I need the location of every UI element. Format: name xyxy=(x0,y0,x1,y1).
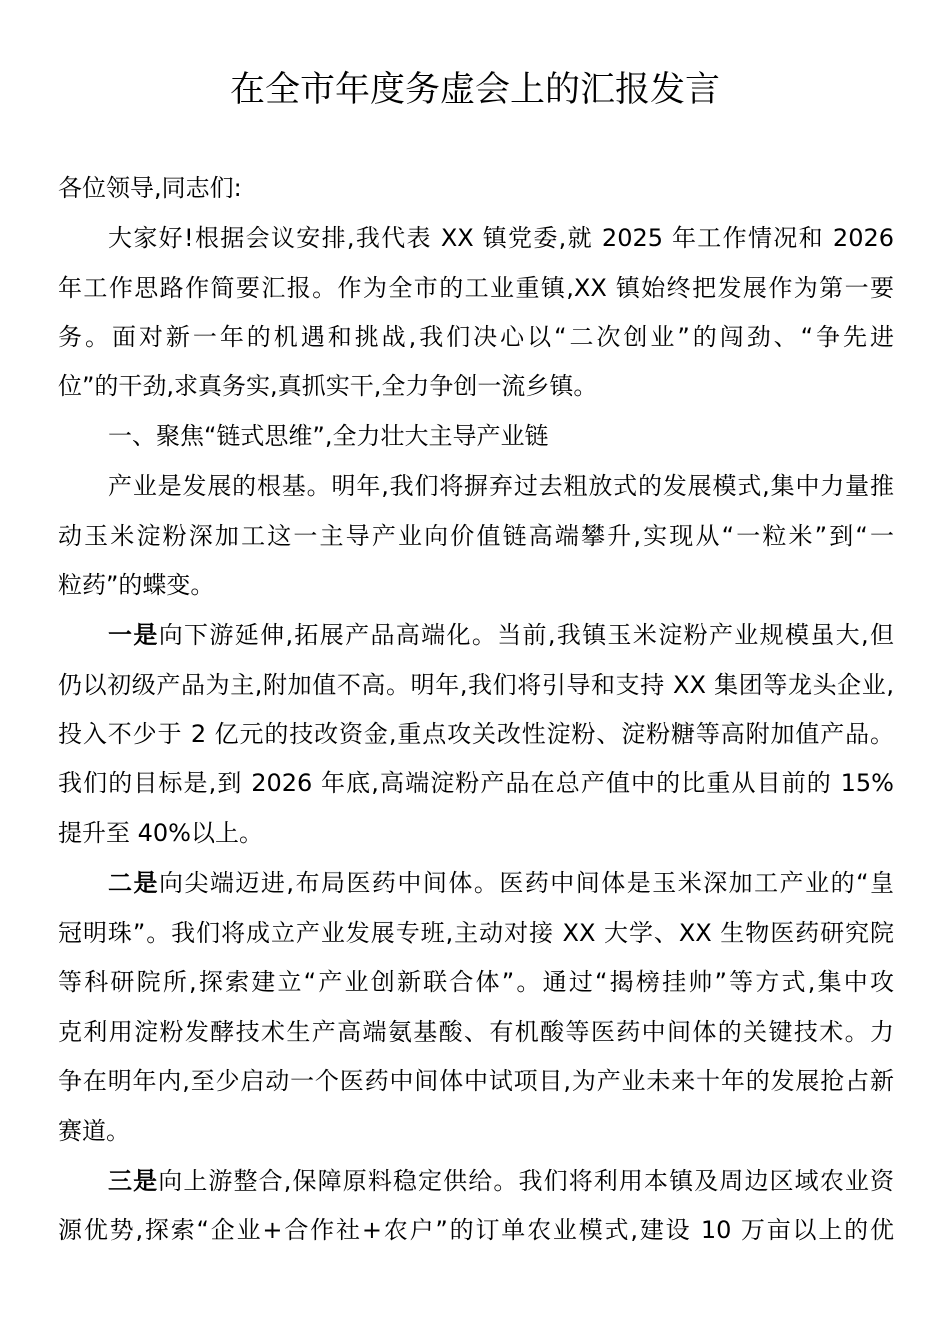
paragraph-line: 大家好!根据会议安排,我代表 XX 镇党委,就 2025 年工作情况和 2026 xyxy=(108,224,894,252)
document-title: 在全市年度务虚会上的汇报发言 xyxy=(229,70,720,110)
point-lead: 二是 xyxy=(108,869,159,897)
point-text: 向下游延伸,拓展产品高端化。当前,我镇玉米淀粉产业规模虽大,但 xyxy=(158,621,895,649)
paragraph-line: 务。面对新一年的机遇和挑战,我们决心以“二次创业”的闯劲、“争先进 xyxy=(58,323,894,351)
point-text: 向上游整合,保障原料稳定供给。我们将利用本镇及周边区域农业资 xyxy=(158,1167,894,1195)
salutation: 各位领导,同志们: xyxy=(58,174,242,202)
point-text: 向尖端迈进,布局医药中间体。医药中间体是玉米深加工产业的“皇 xyxy=(158,869,895,897)
paragraph-line: 动玉米淀粉深加工这一主导产业向价值链高端攀升,实现从“一粒米”到“一 xyxy=(58,522,894,550)
point-lead: 三是 xyxy=(108,1167,159,1195)
paragraph-line: 年工作思路作简要汇报。作为全市的工业重镇,XX 镇始终把发展作为第一要 xyxy=(58,274,894,302)
paragraph-line: 冠明珠”。我们将成立产业发展专班,主动对接 XX 大学、XX 生物医药研究院 xyxy=(58,919,894,947)
paragraph-line: 克利用淀粉发酵技术生产高端氨基酸、有机酸等医药中间体的关键技术。力 xyxy=(58,1018,894,1046)
paragraph-line xyxy=(108,617,894,653)
paragraph-line: 粒药”的蝶变。 xyxy=(58,571,215,599)
paragraph-line: 源优势,探索“企业+合作社+农户”的订单农业模式,建设 10 万亩以上的优 xyxy=(58,1216,894,1244)
paragraph-line xyxy=(108,1163,894,1199)
paragraph-line: 产业是发展的根基。明年,我们将摒弃过去粗放式的发展模式,集中力量推 xyxy=(108,472,894,500)
paragraph-line: 提升至 40%以上。 xyxy=(58,819,263,847)
paragraph-line xyxy=(108,865,894,901)
paragraph-line: 投入不少于 2 亿元的技改资金,重点攻关改性淀粉、淀粉糖等高附加值产品。 xyxy=(58,720,894,748)
section-heading: 一、聚焦“链式思维”,全力壮大主导产业链 xyxy=(108,422,549,450)
paragraph-line: 争在明年内,至少启动一个医药中间体中试项目,为产业未来十年的发展抢占新 xyxy=(58,1067,894,1095)
paragraph-line: 位”的干劲,求真务实,真抓实干,全力争创一流乡镇。 xyxy=(58,372,598,400)
point-lead: 一是 xyxy=(108,621,159,649)
paragraph-line: 我们的目标是,到 2026 年底,高端淀粉产品在总产值中的比重从目前的 15% xyxy=(58,769,894,797)
paragraph-line: 仍以初级产品为主,附加值不高。明年,我们将引导和支持 XX 集团等龙头企业, xyxy=(58,671,894,699)
paragraph-line: 赛道。 xyxy=(58,1117,130,1145)
paragraph-line: 等科研院所,探索建立“产业创新联合体”。通过“揭榜挂帅”等方式,集中攻 xyxy=(58,968,894,996)
